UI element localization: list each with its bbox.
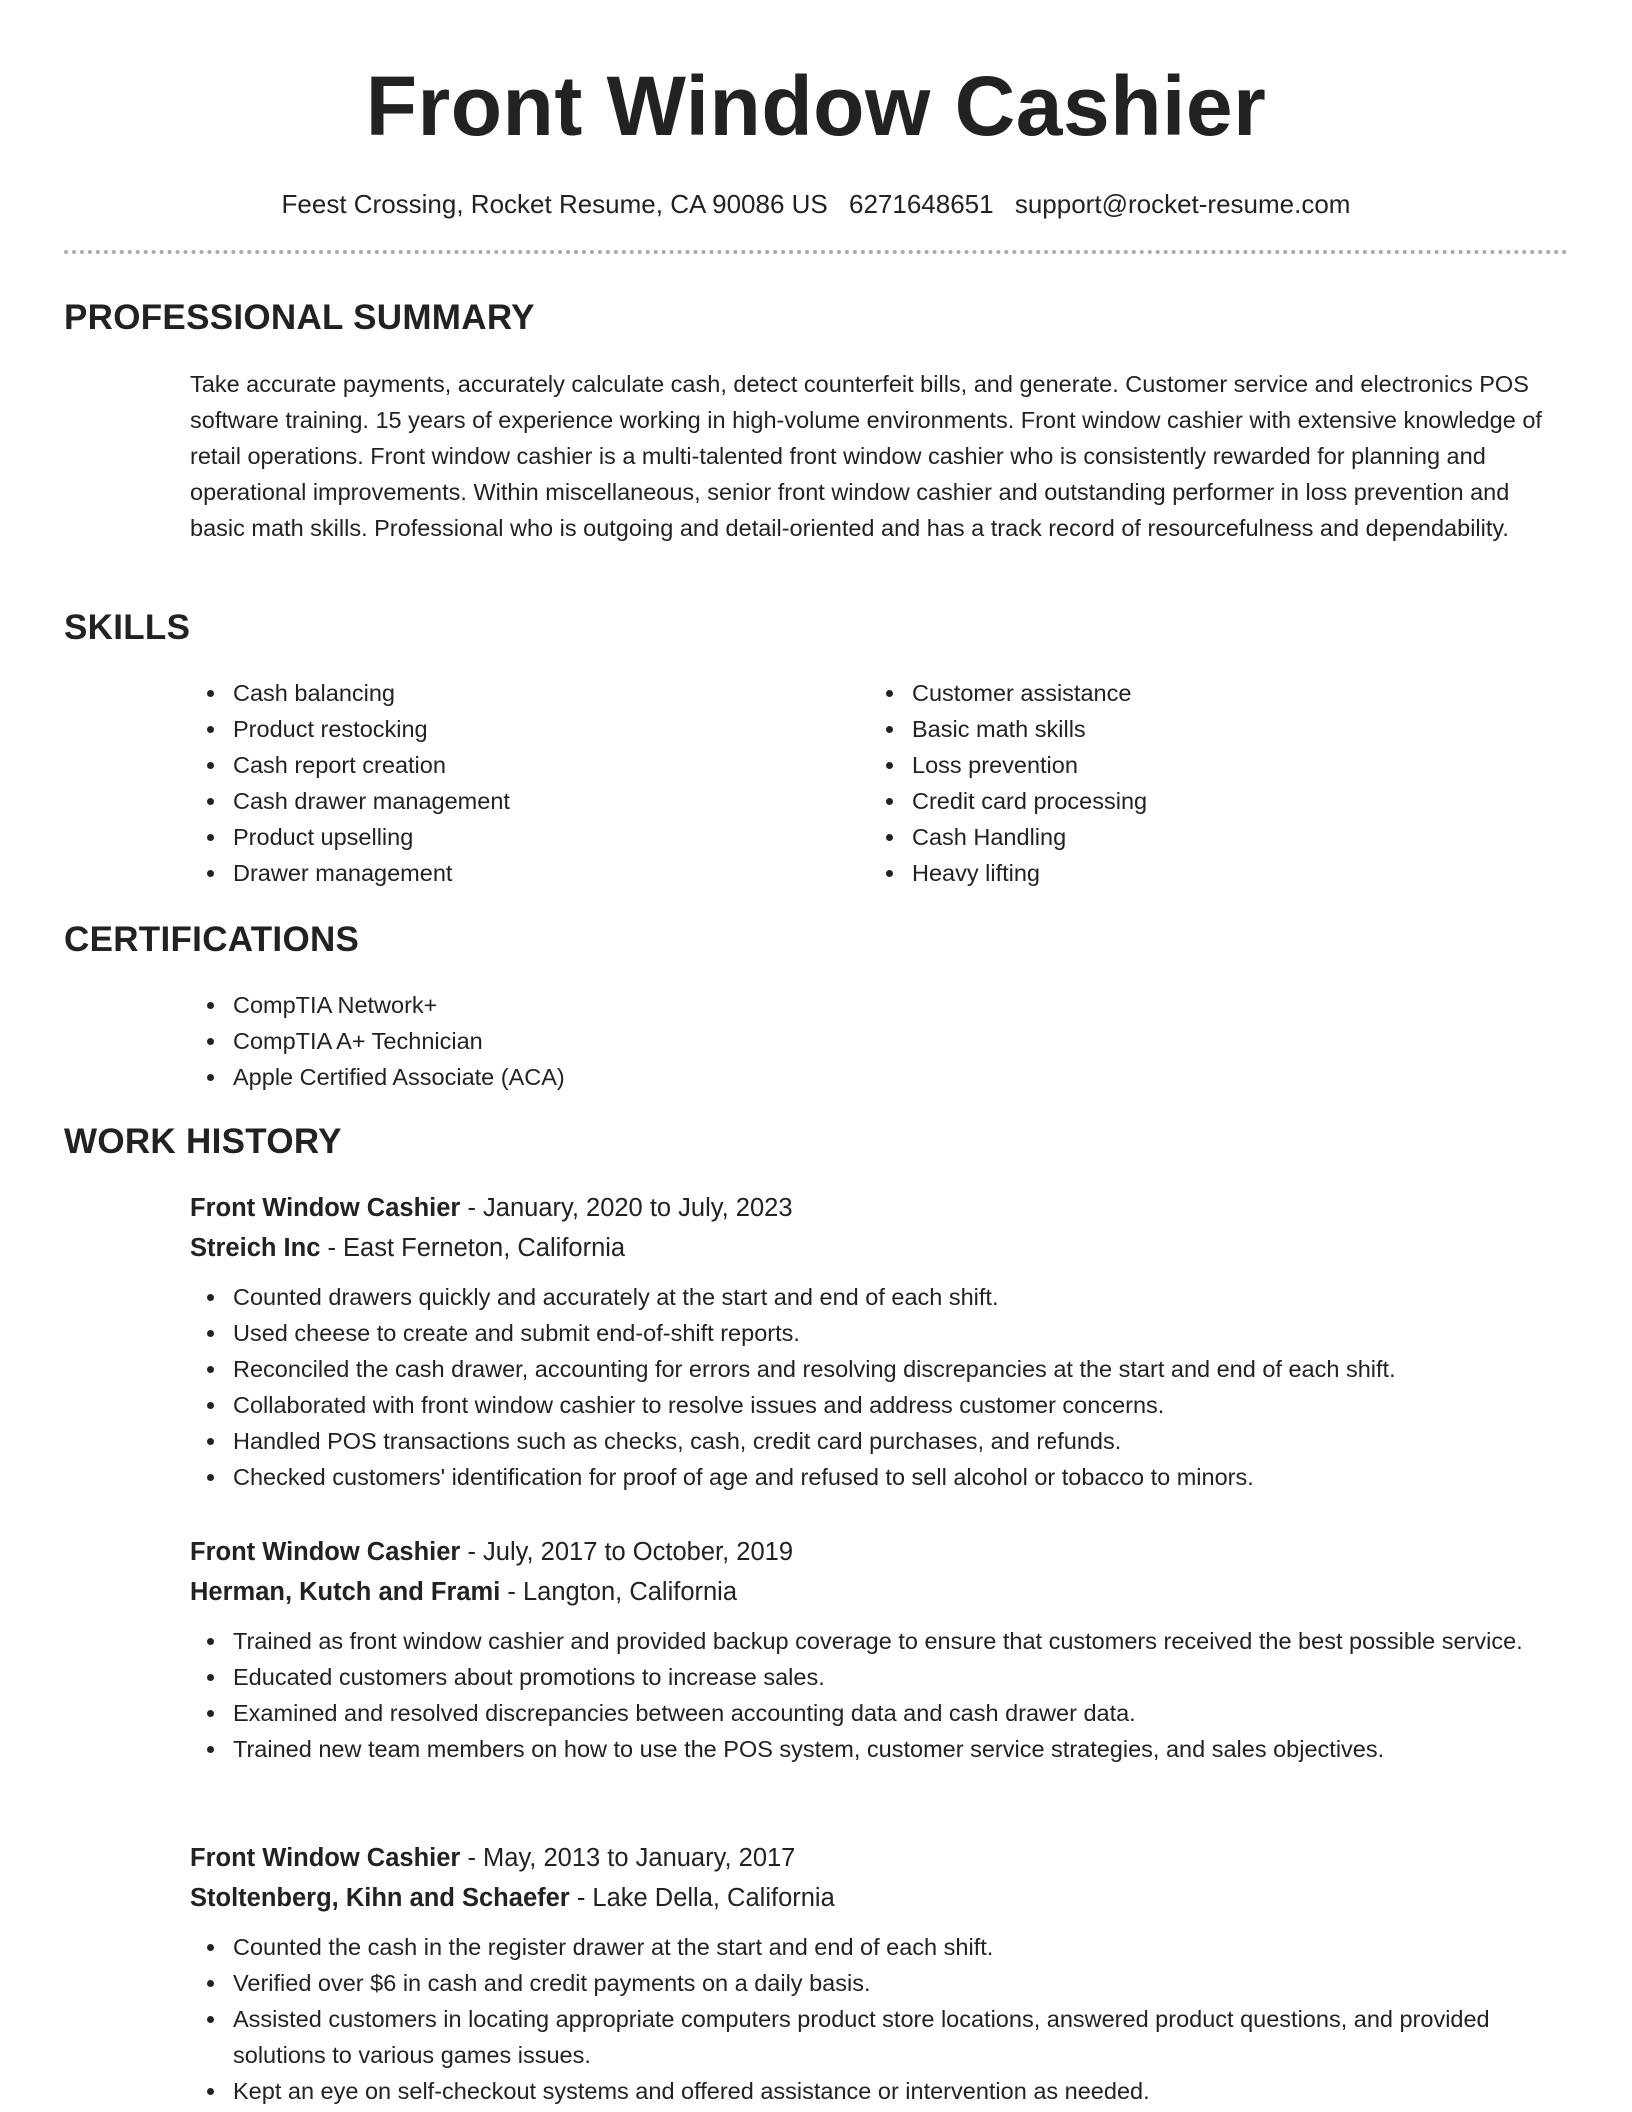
job-role: Front Window Cashier: [190, 1844, 461, 1872]
skill-item: Product upselling: [190, 819, 830, 855]
skill-item: Customer assistance: [869, 675, 1509, 711]
job-company-line: [190, 1572, 1570, 1612]
job-duty: Examined and resolved discrepancies between accounting data and cash drawer data.: [190, 1695, 1570, 1731]
job-duty: Counted drawers quickly and accurately at the start and end of each shift.: [190, 1279, 1570, 1315]
certifications-heading: CERTIFICATIONS: [64, 920, 360, 959]
skill-item: Credit card processing: [869, 783, 1509, 819]
job-location: - East Ferneton, California: [320, 1234, 626, 1262]
contact-phone: 6271648651: [849, 189, 994, 219]
work-history-heading: WORK HISTORY: [64, 1122, 342, 1161]
job-duty: Kept an eye on self-checkout systems and offered assistance or intervention as needed.: [190, 2073, 1570, 2109]
job-duty: Educated customers about promotions to increase sales.: [190, 1659, 1570, 1695]
job-duty: Checked customers' identification for proof of age and refused to sell alcohol or tobacco to minors.: [190, 1459, 1570, 1495]
skills-list-left: [190, 675, 830, 891]
job-duty: Assisted customers in locating appropriate computers product store locations, answered product questions, and provided solutions to various games issues.: [190, 2001, 1570, 2073]
job-role: Front Window Cashier: [190, 1538, 461, 1566]
contact-email: support@rocket-resume.com: [1014, 189, 1351, 219]
job-duty: Verified over $6 in cash and credit payments on a daily basis.: [190, 1965, 1570, 2001]
certification-item: Apple Certified Associate (ACA): [190, 1059, 1090, 1095]
skill-item: Cash report creation: [190, 747, 830, 783]
skill-item: Cash Handling: [869, 819, 1509, 855]
job-company: Herman, Kutch and Frami: [190, 1578, 501, 1606]
certification-item: CompTIA Network+: [190, 987, 1090, 1023]
certifications-list: [190, 987, 1090, 1095]
job-duty: Collaborated with front window cashier to resolve issues and address customer concerns.: [190, 1387, 1570, 1423]
job-duty: Trained as front window cashier and provided backup coverage to ensure that customers received the best possible service.: [190, 1623, 1570, 1659]
job-dates: - May, 2013 to January, 2017: [460, 1844, 796, 1872]
job-dates: - July, 2017 to October, 2019: [460, 1538, 794, 1566]
skill-item: Drawer management: [190, 855, 830, 891]
job-duty: Counted the cash in the register drawer at the start and end of each shift.: [190, 1929, 1570, 1965]
job-title-line: [190, 1188, 1570, 1228]
header-divider: [64, 250, 1568, 254]
contact-line: [0, 186, 1632, 222]
job-company: Stoltenberg, Kihn and Schaefer: [190, 1884, 570, 1912]
resume-name: Front Window Cashier: [365, 59, 1267, 153]
job-role: Front Window Cashier: [190, 1194, 461, 1222]
job-duty: Reconciled the cash drawer, accounting for errors and resolving discrepancies at the start and end of each shift.: [190, 1351, 1570, 1387]
job-entry: [190, 1532, 1570, 1767]
skill-item: Cash drawer management: [190, 783, 830, 819]
skills-heading: SKILLS: [64, 608, 191, 647]
job-duties: [190, 1929, 1570, 2109]
skill-item: Cash balancing: [190, 675, 830, 711]
job-duty: Used cheese to create and submit end-of-shift reports.: [190, 1315, 1570, 1351]
skill-item: Product restocking: [190, 711, 830, 747]
job-company-line: [190, 1228, 1570, 1268]
job-title-line: [190, 1838, 1570, 1878]
job-duty: Handled POS transactions such as checks, cash, credit card purchases, and refunds.: [190, 1423, 1570, 1459]
job-duties: [190, 1279, 1570, 1495]
job-company: Streich Inc: [190, 1234, 321, 1262]
summary-heading: PROFESSIONAL SUMMARY: [64, 298, 535, 337]
certification-item: CompTIA A+ Technician: [190, 1023, 1090, 1059]
job-location: - Lake Della, California: [569, 1884, 835, 1912]
skill-item: Loss prevention: [869, 747, 1509, 783]
job-dates: - January, 2020 to July, 2023: [460, 1194, 793, 1222]
job-duty: Trained new team members on how to use the POS system, customer service strategies, and sales objectives.: [190, 1731, 1570, 1767]
contact-address: Feest Crossing, Rocket Resume, CA 90086 US: [281, 189, 828, 219]
skill-item: Heavy lifting: [869, 855, 1509, 891]
job-entry: [190, 1838, 1570, 2109]
summary-text: Take accurate payments, accurately calculate cash, detect counterfeit bills, and generate. Customer service and electronics POS software training. 15 years of experience working in high-volume environments. Front window cashier with extensive knowledge of retail operations. Front window cashier is a multi-talented front window cashier who is consistently rewarded for planning and operational improvements. Within miscellaneous, senior front window cashier and outstanding performer in loss prevention and basic math skills. Professional who is outgoing and detail-oriented and has a track record of resourcefulness and dependability.: [190, 371, 1542, 541]
job-company-line: [190, 1878, 1570, 1918]
job-entry: [190, 1188, 1570, 1495]
job-title-line: [190, 1532, 1570, 1572]
job-duties: [190, 1623, 1570, 1767]
job-location: - Langton, California: [500, 1578, 738, 1606]
skills-list-right: [869, 675, 1509, 891]
skill-item: Basic math skills: [869, 711, 1509, 747]
